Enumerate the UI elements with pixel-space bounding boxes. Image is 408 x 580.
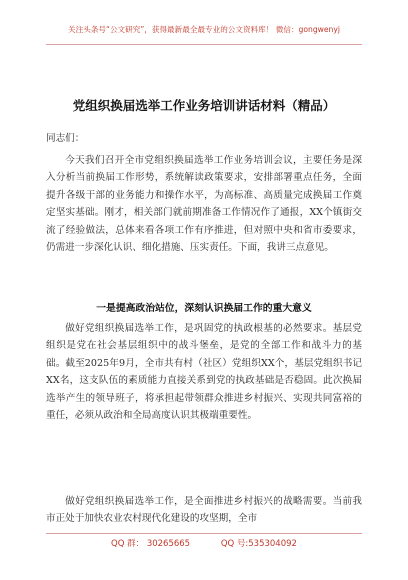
document-title: 党组织换届选举工作业务培训讲话材料（精品） (72, 98, 336, 113)
paragraph-body: 做好党组织换届选举工作，是巩固党的执政根基的必然要求。基层党组织是党在社会基层组织中的战斗堡垒，是党的全部工作和战斗力的基础。截至2025年9月，全市共有村（社区）党组织XX个，基层党组织书记XX名，这支队伍的素质能力直接关系到党的执政基础是否稳固。此次换届选举产生的领导班子，将承担起带领群众推进乡村振兴、实现共同富裕的重任，必须从政治和全局高度认识其极端重要性。 (46, 323, 362, 422)
footer (0, 537, 408, 549)
section-heading: 一是提高政治站位，深刻认识换届工作的重大意义 (96, 303, 312, 314)
paragraph-body-continued: 做好党组织换届选举工作，是全面推进乡村振兴的战略需要。当前我市正处于加快农业农村现代化建设的攻坚期，全市 (46, 496, 362, 525)
footer-qq-group: QQ 群： 30265665 (111, 539, 191, 549)
footer-divider (46, 533, 362, 534)
header-divider (46, 44, 362, 45)
paragraph-intro: 今天我们召开全市党组织换届选举工作业务培训会议，主要任务是深入分析当前换届工作形势，系统解读政策要求，安排部署重点任务，全面提升各级干部的业务能力和操作水平，为高标准、高质量完成换届工作奠定坚实基础。刚才，相关部门就前期准备工作情况作了通报，XX个镇街交流了经验做法，总体来看各项工作有序推进，但对照中央和省市委要求，仍需进一步深化认识、细化措施、压实责任。下面，我讲三点意见。 (46, 155, 362, 254)
salutation: 同志们： (46, 133, 85, 144)
footer-qq-number: QQ 号:535304092 (220, 539, 297, 549)
header-banner: 关注头条号“公文研究”，获得最新最全最专业的公文资料库！ 微信：gongwenyj (68, 25, 340, 34)
